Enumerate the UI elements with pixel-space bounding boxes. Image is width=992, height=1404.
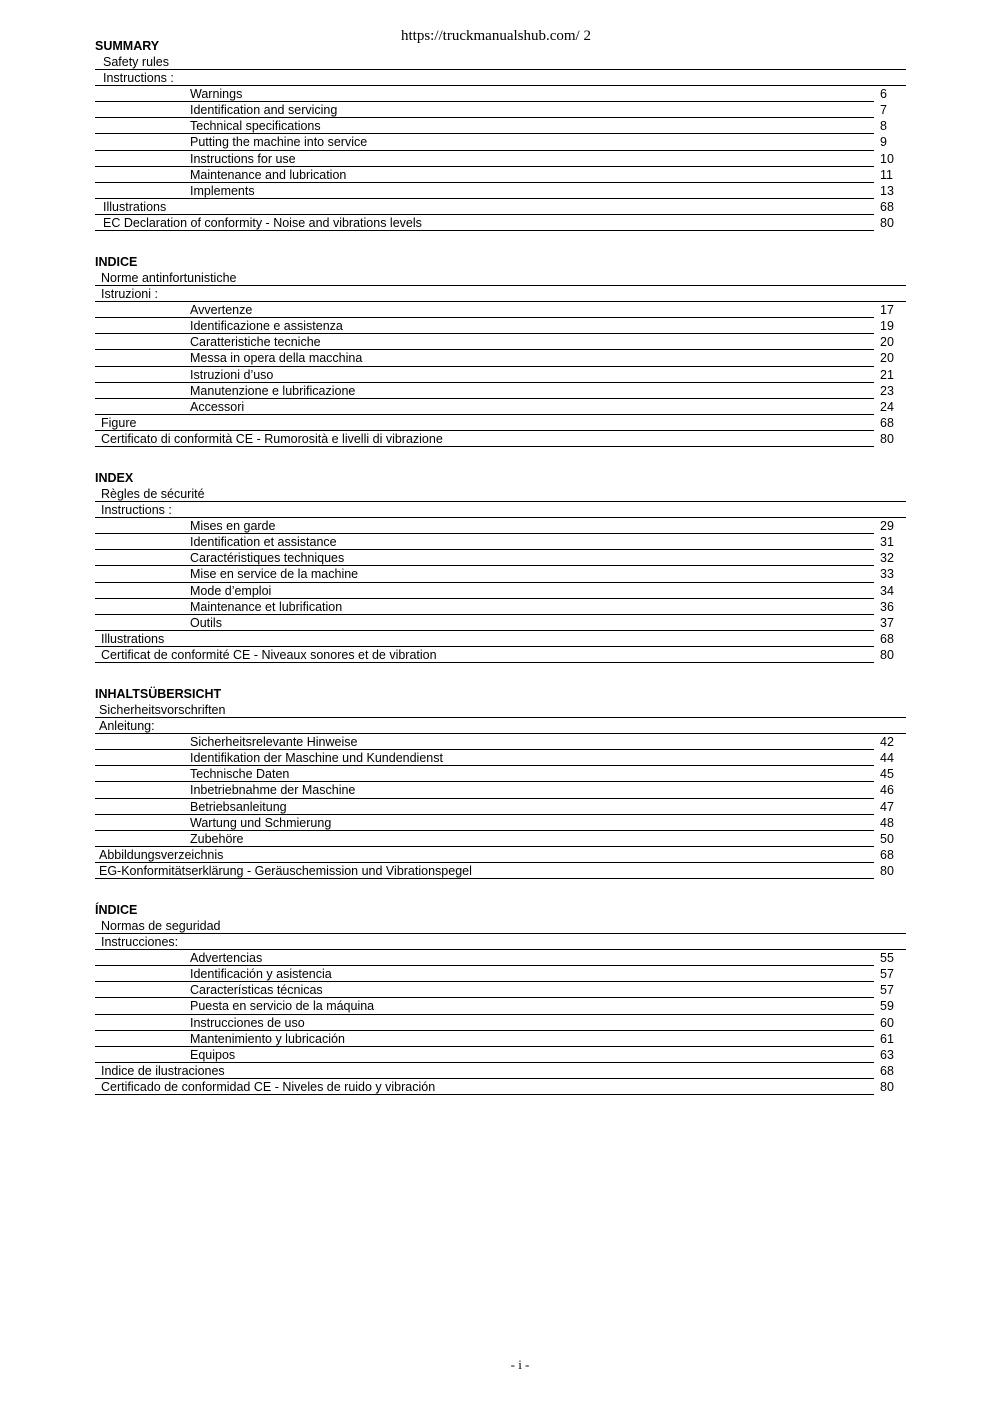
toc-entry-label: Implements	[190, 183, 255, 198]
toc-page-number: 36	[880, 599, 894, 614]
toc-page-number: 48	[880, 815, 894, 830]
toc-entry-label: Instructions :	[103, 71, 174, 86]
toc-row-item[interactable]	[95, 151, 906, 167]
rule-line	[95, 878, 874, 879]
toc-row-item[interactable]	[95, 167, 906, 183]
toc-entry-label: Accessori	[190, 399, 245, 414]
toc-page-number: 63	[880, 1047, 894, 1062]
toc-page-number: 50	[880, 831, 894, 846]
toc-section-indice-es	[95, 902, 906, 1095]
toc-entry-label: Mode d’emploi	[190, 583, 272, 598]
toc-row-item[interactable]	[95, 583, 906, 599]
toc-entry-label: Istruzioni :	[101, 287, 158, 302]
section-title: INDICE	[95, 255, 138, 269]
toc-row-item[interactable]	[95, 734, 906, 750]
toc-row-item[interactable]	[95, 383, 906, 399]
toc-row-safety[interactable]	[95, 918, 906, 934]
rule-line	[95, 446, 874, 447]
toc-page-number: 68	[880, 631, 894, 646]
toc-entry-label: Caractéristiques techniques	[190, 551, 345, 566]
toc-page-number: 68	[880, 847, 894, 862]
toc-row-instructions[interactable]	[95, 718, 906, 734]
toc-section-inhaltsuebersicht	[95, 686, 906, 879]
toc-page-number: 29	[880, 519, 894, 534]
toc-row-declaration[interactable]	[95, 1079, 906, 1095]
toc-page-number: 37	[880, 615, 894, 630]
toc-entry-label: Advertencias	[190, 951, 263, 966]
toc-page-number: 80	[880, 431, 894, 446]
toc-row-instructions[interactable]	[95, 934, 906, 950]
toc-entry-label: Identificación y asistencia	[190, 967, 332, 982]
toc-row-item[interactable]	[95, 750, 906, 766]
toc-row-item[interactable]	[95, 302, 906, 318]
toc-entry-label: Equipos	[190, 1047, 236, 1062]
toc-row-item[interactable]	[95, 118, 906, 134]
toc-row-item[interactable]	[95, 518, 906, 534]
toc-entry-label: Indice de ilustraciones	[101, 1063, 225, 1078]
toc-row-illustrations[interactable]	[95, 847, 906, 863]
toc-entry-label: Maintenance et lubrification	[190, 599, 343, 614]
toc-entry-label: Identifikation der Maschine und Kundendienst	[190, 751, 443, 766]
toc-entry-label: Safety rules	[103, 55, 170, 69]
toc-page-number: 19	[880, 319, 894, 334]
toc-page-number: 20	[880, 351, 894, 366]
toc-row-item[interactable]	[95, 183, 906, 199]
toc-page-number: 68	[880, 415, 894, 430]
toc-row-safety[interactable]	[95, 54, 906, 70]
toc-row-declaration[interactable]	[95, 647, 906, 663]
toc-page-number: 80	[880, 215, 894, 230]
toc-page-number: 57	[880, 983, 894, 998]
toc-row-item[interactable]	[95, 998, 906, 1014]
toc-page-number: 7	[880, 103, 887, 118]
toc-entry-label: Caratteristiche tecniche	[190, 335, 321, 350]
section-title: SUMMARY	[95, 39, 160, 53]
toc-page-number: 55	[880, 951, 894, 966]
toc-entry-label: Instrucciones:	[101, 935, 179, 950]
toc-entry-label: Putting the machine into service	[190, 135, 368, 150]
toc-entry-label: EG-Konformitätserklärung - Geräuschemission und Vibrationspegel	[99, 863, 472, 878]
toc-entry-label: Instructions for use	[190, 151, 296, 166]
toc-row-item[interactable]	[95, 831, 906, 847]
rule-line	[95, 662, 874, 663]
toc-page-number: 57	[880, 967, 894, 982]
toc-entry-label: Technische Daten	[190, 767, 290, 782]
toc-row-item[interactable]	[95, 766, 906, 782]
toc-row-item[interactable]	[95, 982, 906, 998]
toc-page-number: 42	[880, 735, 894, 750]
toc-section-indice	[95, 254, 906, 447]
toc-row-illustrations[interactable]	[95, 199, 906, 215]
toc-entry-label: Identification and servicing	[190, 103, 338, 118]
toc-row-item[interactable]	[95, 350, 906, 366]
toc-row-declaration[interactable]	[95, 863, 906, 879]
toc-page-number: 44	[880, 751, 894, 766]
toc-entry-label: Características técnicas	[190, 983, 323, 998]
toc-entry-label: Puesta en servicio de la máquina	[190, 999, 375, 1014]
rule-line	[95, 1094, 874, 1095]
toc-entry-label: Sicherheitsrelevante Hinweise	[190, 735, 358, 750]
toc-row-safety[interactable]	[95, 270, 906, 286]
toc-row-item[interactable]	[95, 334, 906, 350]
toc-page-number: 80	[880, 647, 894, 662]
toc-page-number: 20	[880, 335, 894, 350]
toc-page-number: 47	[880, 799, 894, 814]
toc-entry-label: Inbetriebnahme der Maschine	[190, 783, 356, 798]
toc-page-number: 17	[880, 303, 894, 318]
toc-page-number: 32	[880, 551, 894, 566]
toc-row-item[interactable]	[95, 966, 906, 982]
toc-row-item[interactable]	[95, 1031, 906, 1047]
toc-entry-label: Mantenimiento y lubricación	[190, 1031, 345, 1046]
toc-page-number: 80	[880, 1079, 894, 1094]
toc-row-item[interactable]	[95, 566, 906, 582]
toc-entry-label: Anleitung:	[99, 719, 155, 734]
toc-entry-label: Règles de sécurité	[101, 487, 205, 501]
toc-entry-label: Illustrations	[101, 631, 165, 646]
toc-entry-label: Certificado de conformidad CE - Niveles de ruido y vibración	[101, 1079, 436, 1094]
toc-entry-label: Identificazione e assistenza	[190, 319, 343, 334]
toc-row-instructions[interactable]	[95, 286, 906, 302]
toc-entry-label: Certificato di conformità CE - Rumorosità e livelli di vibrazione	[101, 431, 443, 446]
toc-entry-label: Warnings	[190, 87, 243, 102]
toc-entry-label: Identification et assistance	[190, 535, 337, 550]
toc-page-number: 11	[880, 167, 893, 182]
toc-row-item[interactable]	[95, 318, 906, 334]
toc-entry-label: Normas de seguridad	[101, 919, 221, 933]
toc-row-item[interactable]	[95, 550, 906, 566]
toc-page-number: 9	[880, 135, 887, 150]
toc-page-number: 31	[880, 535, 894, 550]
toc-entry-label: Technical specifications	[190, 119, 321, 134]
toc-page-number: 61	[880, 1031, 894, 1046]
toc-entry-label: Figure	[101, 415, 137, 430]
toc-row-instructions[interactable]	[95, 70, 906, 86]
toc-entry-label: Avvertenze	[190, 303, 253, 318]
toc-row-item[interactable]	[95, 399, 906, 415]
toc-row-declaration[interactable]	[95, 431, 906, 447]
toc-row-item[interactable]	[95, 799, 906, 815]
toc-row-instructions[interactable]	[95, 502, 906, 518]
toc-row-illustrations[interactable]	[95, 1063, 906, 1079]
toc-row-item[interactable]	[95, 1047, 906, 1063]
toc-page-number: 10	[880, 151, 894, 166]
toc-entry-label: Abbildungsverzeichnis	[99, 847, 224, 862]
toc-page-number: 21	[880, 367, 894, 382]
toc-entry-label: Zubehöre	[190, 831, 244, 846]
toc-entry-label: Mise en service de la machine	[190, 567, 359, 582]
toc-page-number: 34	[880, 583, 894, 598]
toc-page-number: 68	[880, 1063, 894, 1078]
toc-entry-label: Certificat de conformité CE - Niveaux sonores et de vibration	[101, 647, 437, 662]
toc-row-item[interactable]	[95, 815, 906, 831]
toc-entry-label: Manutenzione e lubrificazione	[190, 383, 356, 398]
toc-row-item[interactable]	[95, 1015, 906, 1031]
toc-row-item[interactable]	[95, 615, 906, 631]
toc-page-number: 8	[880, 119, 887, 134]
toc-row-safety[interactable]	[95, 486, 906, 502]
toc-row-item[interactable]	[95, 534, 906, 550]
rule-line	[95, 230, 874, 231]
toc-page-number: 24	[880, 399, 894, 414]
toc-entry-label: Maintenance and lubrication	[190, 167, 347, 182]
page-footer-number: - i -	[510, 1357, 530, 1372]
page-header-url: https://truckmanualshub.com/ 2	[401, 28, 591, 44]
toc-entry-label: Messa in opera della macchina	[190, 351, 363, 366]
toc-page-number: 80	[880, 863, 894, 878]
toc-page-number: 68	[880, 199, 894, 214]
toc-entry-label: Mises en garde	[190, 519, 276, 534]
toc-row-item[interactable]	[95, 950, 906, 966]
section-title: ÍNDICE	[95, 903, 138, 917]
toc-page-number: 59	[880, 999, 894, 1014]
toc-entry-label: Sicherheitsvorschriften	[99, 703, 226, 717]
toc-row-item[interactable]	[95, 782, 906, 798]
toc-page-number: 13	[880, 183, 894, 198]
toc-entry-label: Betriebsanleitung	[190, 799, 287, 814]
toc-page-number: 60	[880, 1015, 894, 1030]
toc-section-index	[95, 470, 906, 663]
toc-page-number: 46	[880, 783, 894, 798]
toc-row-item[interactable]	[95, 367, 906, 383]
toc-entry-label: Outils	[190, 615, 222, 630]
toc-row-safety[interactable]	[95, 702, 906, 718]
toc-entry-label: Norme antinfortunistiche	[101, 271, 237, 285]
toc-page-number: 6	[880, 87, 887, 102]
toc-entry-label: Instructions :	[101, 503, 172, 518]
toc-row-illustrations[interactable]	[95, 415, 906, 431]
toc-row-item[interactable]	[95, 86, 906, 102]
toc-entry-label: Instrucciones de uso	[190, 1015, 305, 1030]
section-title: INHALTSÜBERSICHT	[95, 687, 222, 701]
toc-row-declaration[interactable]	[95, 215, 906, 231]
toc-row-item[interactable]	[95, 599, 906, 615]
toc-page-number: 23	[880, 383, 894, 398]
toc-page-number: 45	[880, 767, 894, 782]
toc-entry-label: EC Declaration of conformity - Noise and vibrations levels	[103, 215, 422, 230]
section-title: INDEX	[95, 471, 134, 485]
toc-entry-label: Illustrations	[103, 199, 167, 214]
toc-section-summary	[95, 38, 906, 231]
toc-entry-label: Istruzioni d’uso	[190, 367, 274, 382]
toc-row-item[interactable]	[95, 134, 906, 150]
toc-page-number: 33	[880, 567, 894, 582]
toc-row-illustrations[interactable]	[95, 631, 906, 647]
toc-row-item[interactable]	[95, 102, 906, 118]
toc-entry-label: Wartung und Schmierung	[190, 815, 332, 830]
